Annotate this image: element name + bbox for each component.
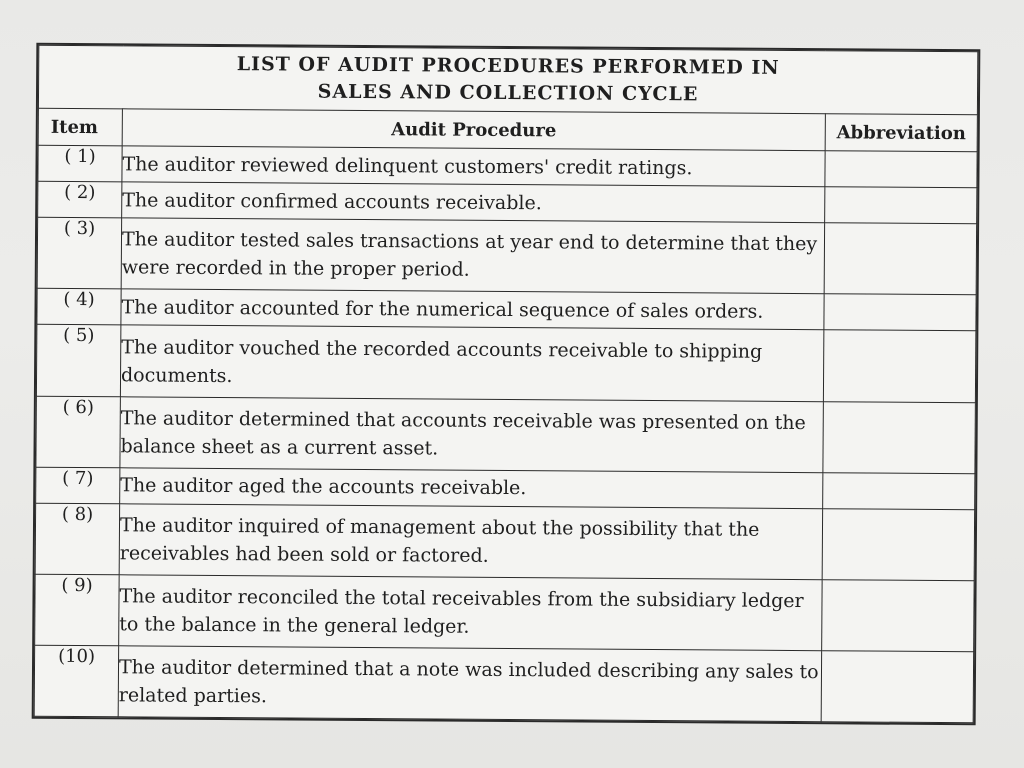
header-abbreviation: Abbreviation — [825, 114, 977, 152]
abbreviation-cell[interactable] — [823, 401, 976, 473]
item-number: ( 7) — [36, 467, 120, 504]
audit-procedure-text: The auditor determined that accounts receivable was presented on the balance sheet as a current asset. — [120, 396, 823, 472]
abbreviation-cell[interactable] — [823, 472, 975, 509]
audit-procedure-text: The auditor accounted for the numerical sequence of sales orders. — [121, 289, 824, 330]
table-row — [36, 396, 975, 474]
item-number: ( 9) — [35, 574, 119, 646]
item-number: ( 4) — [37, 289, 121, 326]
item-number: ( 3) — [37, 218, 121, 290]
audit-procedure-text: The auditor inquired of management about the possibility that the receivables had been sold or factored. — [119, 504, 822, 580]
audit-procedure-text: The auditor reviewed delinquent customers' credit ratings. — [122, 146, 825, 187]
abbreviation-cell[interactable] — [825, 187, 977, 224]
item-number: ( 5) — [36, 325, 120, 397]
item-number: ( 8) — [35, 503, 119, 575]
item-number: ( 6) — [36, 396, 120, 468]
table-title — [38, 45, 977, 115]
audit-procedures-document — [32, 43, 981, 726]
table-title-line-2: SALES AND COLLECTION CYCLE — [317, 80, 699, 106]
abbreviation-cell[interactable] — [825, 151, 977, 188]
audit-procedure-text: The auditor reconciled the total receivables from the subsidiary ledger to the balance in the general ledger. — [119, 575, 822, 651]
abbreviation-cell[interactable] — [824, 223, 977, 295]
table-row — [36, 325, 975, 403]
table-row — [35, 503, 974, 581]
abbreviation-cell[interactable] — [821, 651, 974, 723]
audit-procedure-text: The auditor tested sales transactions at year end to determine that they were recorded in the proper period. — [121, 218, 824, 294]
audit-procedure-text: The auditor determined that a note was included describing any sales to related parties. — [118, 646, 821, 722]
item-number: (10) — [34, 645, 118, 717]
audit-procedure-text: The auditor confirmed accounts receivable. — [122, 182, 825, 223]
abbreviation-cell[interactable] — [824, 294, 976, 331]
table-title-line-1: LIST OF AUDIT PROCEDURES PERFORMED IN — [236, 53, 780, 79]
abbreviation-cell[interactable] — [822, 580, 975, 652]
abbreviation-cell[interactable] — [822, 508, 975, 580]
header-audit-procedure: Audit Procedure — [122, 109, 825, 151]
item-number: ( 1) — [38, 145, 122, 182]
header-item: Item — [38, 108, 122, 146]
audit-procedures-table — [34, 45, 979, 724]
audit-procedure-text: The auditor vouched the recorded accounts receivable to shipping documents. — [120, 325, 823, 401]
item-number: ( 2) — [38, 181, 122, 218]
table-row — [34, 645, 973, 723]
audit-procedure-text: The auditor aged the accounts receivable. — [120, 467, 823, 508]
table-row — [37, 218, 976, 296]
table-title-row — [38, 45, 977, 115]
abbreviation-cell[interactable] — [823, 330, 976, 402]
table-row — [35, 574, 974, 652]
